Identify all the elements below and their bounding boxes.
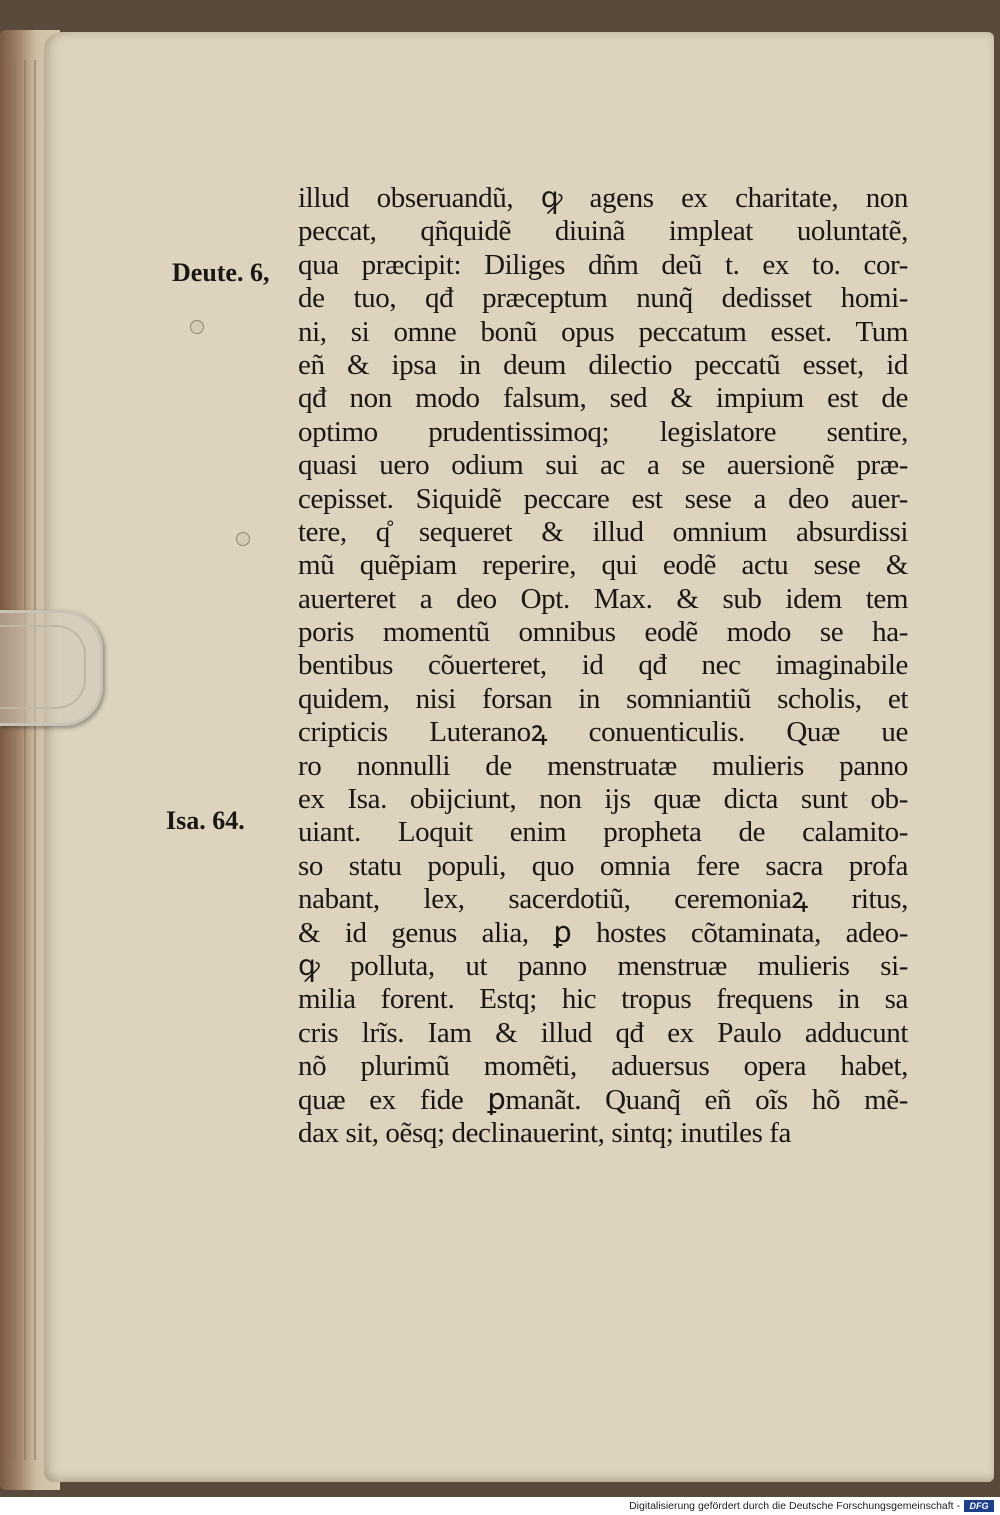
text-line: dax sit, oẽsq; declinauerint, sintq; inutiles fa <box>298 1116 792 1149</box>
text-line: peccat, qñquidẽ diuinã impleat uoluntatẽ, <box>298 215 908 248</box>
footer-credit: Digitalisierung gefördert durch die Deutsche Forschungsgemeinschaft - <box>629 1500 960 1512</box>
page-edge <box>34 60 36 1460</box>
page-edge <box>14 60 16 1460</box>
margin-note-deuteronomy: Deute. 6, <box>172 258 270 287</box>
text-line: cris lrĩs. Iam & illud qđ ex Paulo adducunt <box>298 1016 908 1049</box>
text-line: nõ plurimũ momẽti, aduersus opera habet, <box>298 1050 908 1083</box>
text-line: poris momentũ omnibus eodẽ modo se ha- <box>298 616 908 649</box>
body-text <box>298 182 908 1150</box>
text-line: ex Isa. obijciunt, non ijs quæ dicta sunt ob- <box>298 783 908 816</box>
text-line: cepisset. Siquidẽ peccare est sese a deo auer- <box>298 482 908 515</box>
text-line: tere, q̊ sequeret & illud omnium absurdissi <box>298 515 908 548</box>
text-line: & id genus alia, ꝑ hostes cõtaminata, adeo- <box>298 916 908 949</box>
text-line: qua præcipit: Diliges dñm deũ t. ex to. cor- <box>298 248 908 281</box>
text-line: eñ & ipsa in deum dilectio peccatũ esset, id <box>298 348 908 381</box>
text-line: milia forent. Estq; hic tropus frequens in sa <box>298 983 908 1016</box>
text-line: de tuo, qđ præceptum nunq̃ dedisset homi- <box>298 282 908 315</box>
dfg-logo: DFG <box>964 1500 994 1512</box>
paper-hole <box>236 532 250 546</box>
text-line: uiant. Loquit enim propheta de calamito- <box>298 816 908 849</box>
text-line: auerteret a deo Opt. Max. & sub idem tem <box>298 582 908 615</box>
text-line: quasi uero odium sui ac a se auersionẽ præ- <box>298 449 908 482</box>
text-line: mũ quẽpiam reperire, qui eodẽ actu sese & <box>298 549 908 582</box>
text-line: quidem, nisi forsan in somniantiũ scholis, et <box>298 682 908 715</box>
text-line: qđ non modo falsum, sed & impium est de <box>298 382 908 415</box>
text-line: ꝙ polluta, ut panno menstruæ mulieris si- <box>298 949 908 982</box>
text-line: optimo prudentissimoq; legislatore sentire, <box>298 415 908 448</box>
text-line: nabant, lex, sacerdotiũ, ceremoniaꝝ ritus, <box>298 883 908 916</box>
paper-hole <box>190 320 204 334</box>
text-line: quæ ex fide ꝑmanãt. Quanq̃ eñ oĩs hõ mẽ- <box>298 1083 908 1116</box>
text-line: ro nonnulli de menstruatæ mulieris panno <box>298 749 908 782</box>
margin-note-isaiah: Isa. 64. <box>166 806 245 835</box>
text-line: illud obseruandũ, ꝙ agens ex charitate, non <box>298 182 908 214</box>
text-line: cripticis Luteranoꝝ conuenticulis. Quæ ue <box>298 716 908 749</box>
text-line: ni, si omne bonũ opus peccatum esset. Tum <box>298 315 908 348</box>
text-line: bentibus cõuerteret, id qđ nec imaginabile <box>298 649 908 682</box>
text-line: so statu populi, quo omnia fere sacra profa <box>298 849 908 882</box>
bookmark-clip-inner <box>0 625 86 709</box>
page-edge <box>24 60 26 1460</box>
